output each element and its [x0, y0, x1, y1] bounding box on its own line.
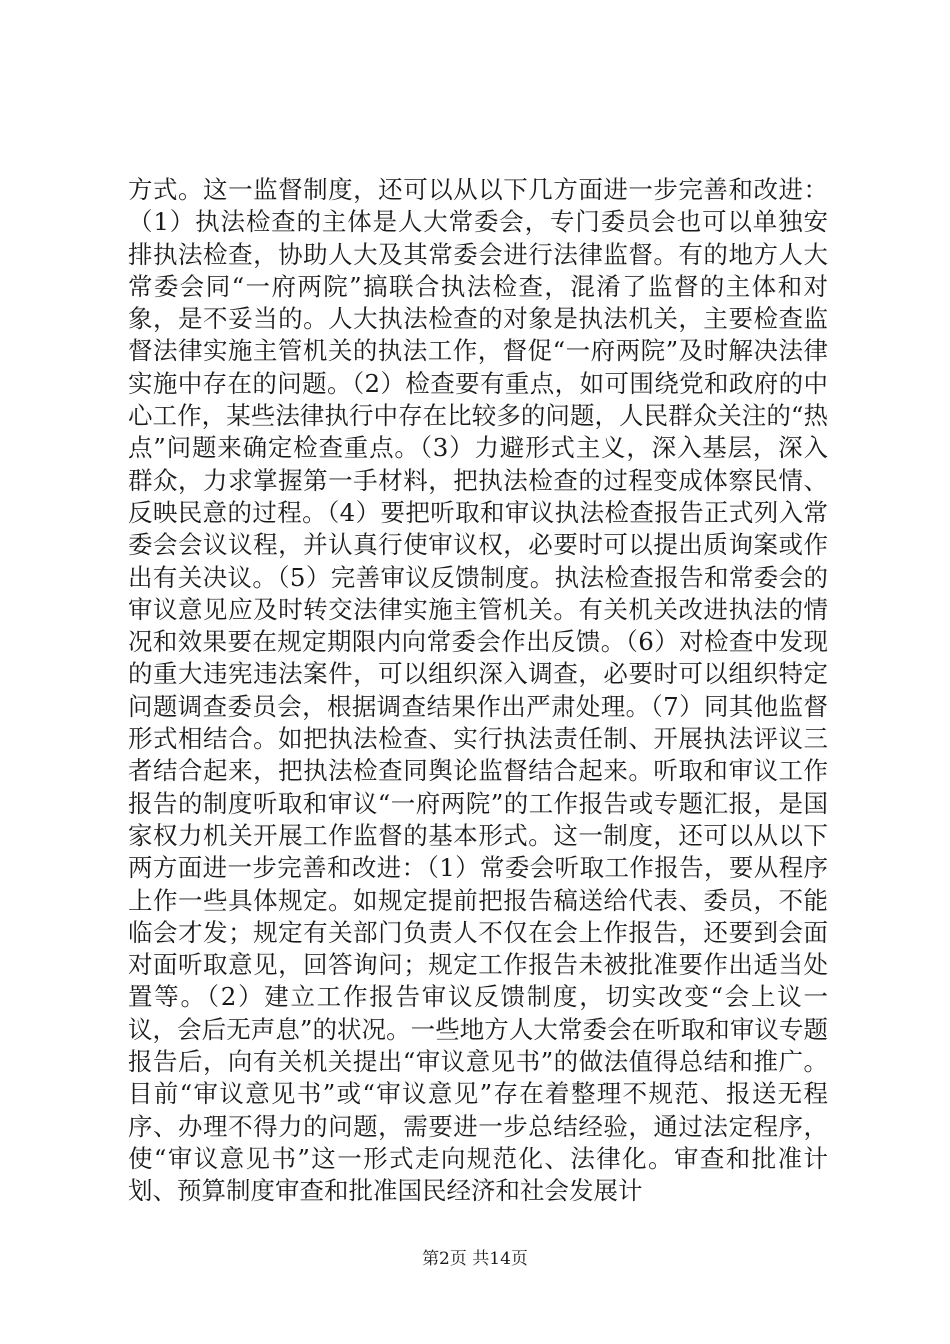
page-number-footer: 第2页 共14页 — [422, 1249, 528, 1269]
body-paragraph: 方式。这一监督制度，还可以从以下几方面进一步完善和改进：（1）执法检查的主体是人大常委会，专门委员会也可以单独安排执法检查，协助人大及其常委会进行法律监督。有的地方人大常委会同“一府两院”搞联合执法检查，混淆了监督的主体和对象，是不妥当的。人大执法检查的对象是执法机关，主要检查监督法律实施主管机关的执法工作，督促“一府两院”及时解决法律实施中存在的问题。（2）检查要有重点，如可围绕党和政府的中心工作，某些法律执行中存在比较多的问题，人民群众关注的“热点”问题来确定检查重点。（3）力避形式主义，深入基层，深入群众，力求掌握第一手材料，把执法检查的过程变成体察民情、反映民意的过程。（4）要把听取和审议执法检查报告正式列入常委会会议议程，并认真行使审议权，必要时可以提出质询案或作出有关决议。（5）完善审议反馈制度。执法检查报告和常委会的审议意见应及时转交法律实施主管机关。有关机关改进执法的情况和效果要在规定期限内向常委会作出反馈。（6）对检查中发现的重大违宪违法案件，可以组织深入调查，必要时可以组织特定问题调查委员会，根据调查结果作出严肃处理。（7）同其他监督形式相结合。如把执法检查、实行执法责任制、开展执法评议三者结合起来，把执法检查同舆论监督结合起来。听取和审议工作报告的制度听取和审议“一府两院”的工作报告或专题汇报，是国家权力机关开展工作监督的基本形式。这一制度，还可以从以下两方面进一步完善和改进：（1）常委会听取工作报告，要从程序上作一些具体规定。如规定提前把报告稿送给代表、委员，不能临会才发；规定有关部门负责人不仅在会上作报告，还要到会面对面听取意见，回答询问；规定工作报告未被批准要作出适当处置等。（2）建立工作报告审议反馈制度，切实改变“会上议一议，会后无声息”的状况。一些地方人大常委会在听取和审议专题报告后，向有关机关提出“审议意见书”的做法值得总结和推广。目前“审议意见书”或“审议意见”存在着整理不规范、报送无程序、办理不得力的问题，需要进一步总结经验，通过法定程序，使“审议意见书”这一形式走向规范化、法律化。审查和批准计划、预算制度审查和批准国民经济和社会发展计 — [128, 175, 828, 1206]
